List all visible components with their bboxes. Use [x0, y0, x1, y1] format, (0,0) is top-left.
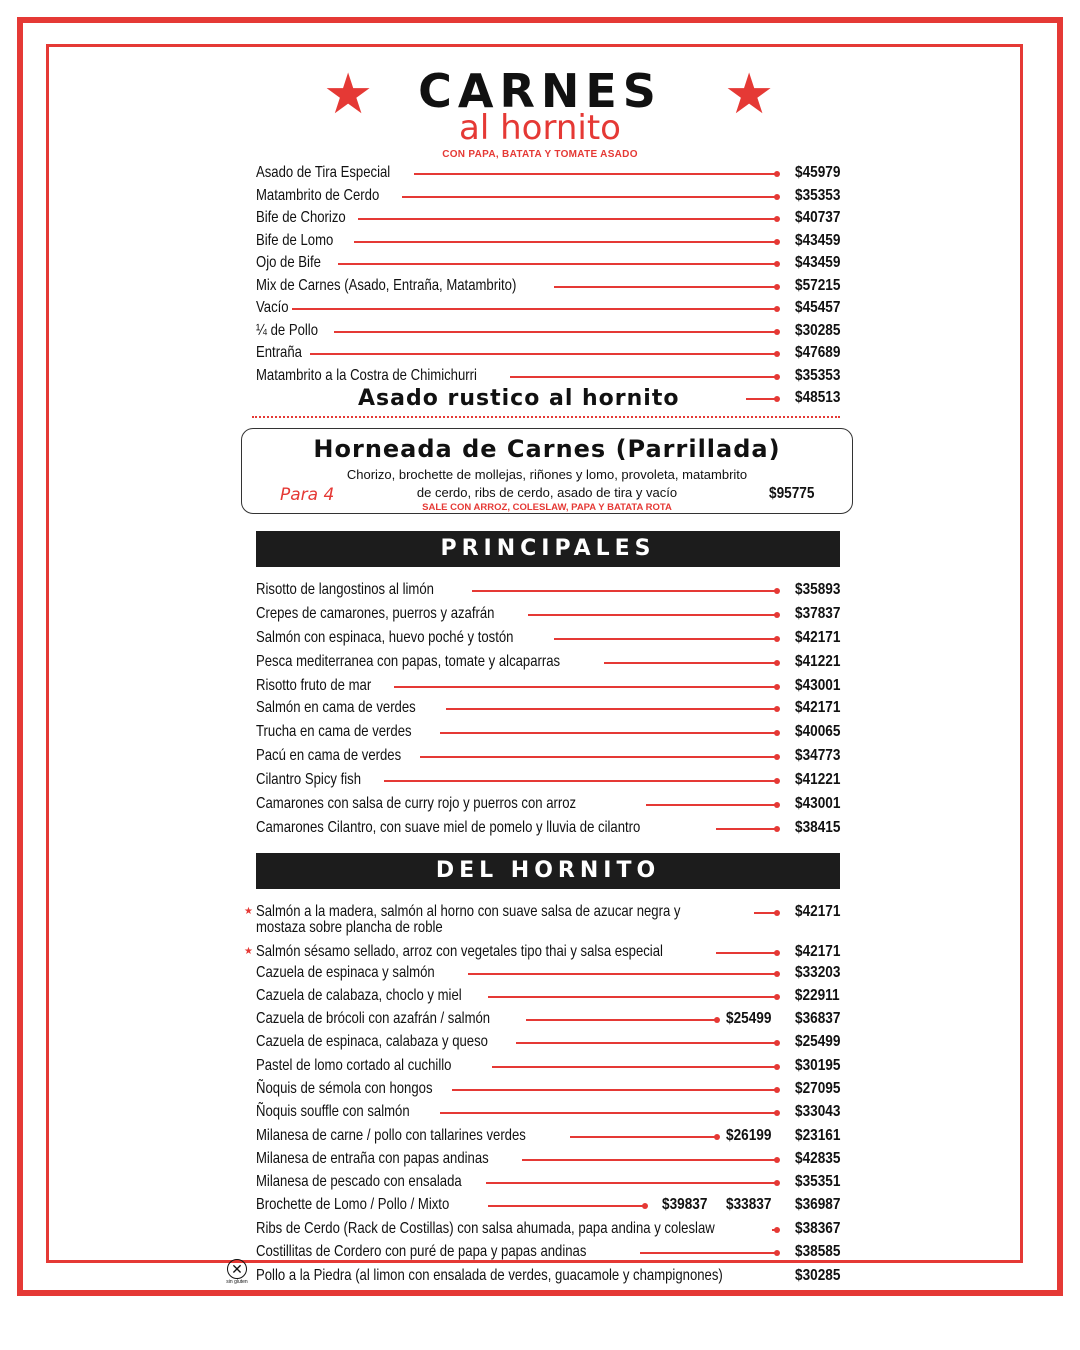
price-leader — [468, 973, 778, 975]
special-item — [256, 387, 840, 409]
price-leader — [338, 263, 778, 265]
price-leader — [384, 780, 778, 782]
hornito-banner: DEL HORNITO — [256, 853, 840, 889]
item-price: $34773 — [794, 747, 840, 764]
item-price: $42171 — [794, 699, 840, 716]
price-leader — [646, 804, 778, 806]
item-name: Cazuela de espinaca, calabaza y queso — [256, 1033, 488, 1050]
item-price: $41221 — [794, 653, 840, 670]
menu-item — [256, 675, 840, 697]
item-price: $38415 — [794, 819, 840, 836]
parrillada-para: Para 4 — [280, 485, 335, 505]
price-leader — [472, 590, 778, 592]
item-price: $57215 — [794, 277, 840, 294]
item-price: $45457 — [794, 299, 840, 316]
item-price: $33203 — [794, 964, 840, 981]
item-name: Risotto fruto de mar — [256, 677, 372, 694]
parrillada-price: $95775 — [768, 485, 814, 502]
price-leader — [440, 732, 778, 734]
price-leader — [772, 1229, 778, 1231]
gluten-free-label: sin gluten — [226, 1279, 248, 1285]
menu-item — [256, 793, 840, 815]
gluten-free-icon: ✕ sin gluten — [226, 1261, 248, 1285]
menu-item — [256, 1194, 840, 1216]
item-price: $27095 — [794, 1080, 840, 1097]
item-price: $43459 — [794, 254, 840, 271]
item-price: $45979 — [794, 164, 840, 181]
item-name: Camarones con salsa de curry rojo y puerros con arroz — [256, 795, 577, 812]
item-name: Salmón a la madera, salmón al horno con suave salsa de azucar negra y — [256, 903, 681, 920]
item-name: Vacío — [256, 299, 289, 316]
menu-item — [256, 1055, 840, 1077]
item-name-line-2: mostaza sobre plancha de roble — [256, 919, 443, 936]
parrillada-desc-2: de cerdo, ribs de cerdo, asado de tira y vacío — [416, 485, 678, 500]
item-name: Crepes de camarones, puerros y azafrán — [256, 605, 495, 622]
menu-item — [256, 769, 840, 791]
item-name: Pesca mediterranea con papas, tomate y alcaparras — [256, 653, 561, 670]
item-price: $48513 — [794, 389, 840, 406]
item-name: Mix de Carnes (Asado, Entraña, Matambrito) — [256, 277, 517, 294]
price-leader — [522, 1159, 778, 1161]
item-name: Costillitas de Cordero con puré de papa y papas andinas — [256, 1243, 587, 1260]
price-leader — [488, 996, 778, 998]
menu-item — [256, 651, 840, 673]
item-alt-price: $25499 — [726, 1010, 772, 1027]
parrillada-box — [241, 428, 853, 514]
item-price: $40065 — [794, 723, 840, 740]
menu-item — [256, 985, 840, 1007]
menu-item — [256, 721, 840, 743]
price-leader — [716, 952, 778, 954]
principales-banner: PRINCIPALES — [256, 531, 840, 567]
price-leader — [440, 1112, 778, 1114]
item-name: Camarones Cilantro, con suave miel de pomelo y lluvia de cilantro — [256, 819, 641, 836]
item-name: Pacú en cama de verdes — [256, 747, 402, 764]
item-name: Salmón con espinaca, huevo poché y tostón — [256, 629, 514, 646]
item-name: Cilantro Spicy fish — [256, 771, 361, 788]
menu-item — [256, 745, 840, 767]
star-icon: ★ — [244, 906, 253, 917]
item-name: Milanesa de pescado con ensalada — [256, 1173, 462, 1190]
price-leader — [640, 1252, 778, 1254]
item-price: $43001 — [794, 677, 840, 694]
menu-item — [256, 297, 840, 319]
item-name: Bife de Lomo — [256, 232, 334, 249]
menu-item — [256, 185, 840, 207]
menu-item — [256, 1148, 840, 1170]
price-leader — [716, 828, 778, 830]
item-price: $30285 — [794, 322, 840, 339]
item-price: $42835 — [794, 1150, 840, 1167]
divider — [252, 416, 840, 418]
item-name: Ribs de Cerdo (Rack de Costillas) con salsa ahumada, papa andina y coleslaw — [256, 1220, 715, 1237]
item-name: Pastel de lomo cortado al cuchillo — [256, 1057, 452, 1074]
menu-item — [256, 1008, 840, 1030]
item-price: $30195 — [794, 1057, 840, 1074]
item-name: Ñoquis souffle con salmón — [256, 1103, 410, 1120]
item-price: $37837 — [794, 605, 840, 622]
price-leader — [554, 638, 778, 640]
menu-item — [256, 579, 840, 601]
item-price: $35353 — [794, 367, 840, 384]
star-icon-right: ★ — [724, 62, 775, 125]
item-name: Pollo a la Piedra (al limon con ensalada de verdes, guacamole y champignones) — [256, 1267, 723, 1284]
item-price: $40737 — [794, 209, 840, 226]
item-name: Risotto de langostinos al limón — [256, 581, 434, 598]
menu-item — [256, 1241, 840, 1263]
menu-item — [256, 365, 840, 387]
item-name: Asado de Tira Especial — [256, 164, 391, 181]
menu-item — [256, 817, 840, 839]
item-name: Matambrito a la Costra de Chimichurri — [256, 367, 477, 384]
item-price: $35353 — [794, 187, 840, 204]
parrillada-note: SALE CON ARROZ, COLESLAW, PAPA Y BATATA ROTA — [392, 502, 702, 513]
item-price: $36837 — [794, 1010, 840, 1027]
menu-item — [256, 1031, 840, 1053]
menu-item — [256, 207, 840, 229]
item-name: Milanesa de carne / pollo con tallarines verdes — [256, 1127, 526, 1144]
menu-item — [256, 1265, 840, 1287]
item-name: Bife de Chorizo — [256, 209, 346, 226]
price-leader — [334, 331, 778, 333]
item-name: Matambrito de Cerdo — [256, 187, 380, 204]
item-name: Cazuela de brócoli con azafrán / salmón — [256, 1010, 491, 1027]
item-name: Entraña — [256, 344, 302, 361]
item-price: $22911 — [795, 987, 840, 1004]
price-leader — [354, 241, 778, 243]
menu-item — [256, 1218, 840, 1240]
item-price: $43459 — [794, 232, 840, 249]
star-icon-left: ★ — [323, 62, 374, 125]
menu-item — [244, 941, 840, 963]
price-leader — [488, 1205, 646, 1207]
price-leader — [452, 1089, 778, 1091]
item-name: ¼ de Pollo — [256, 322, 318, 339]
item-price: $42171 — [794, 903, 840, 920]
menu-item — [256, 627, 840, 649]
item-price: $38585 — [794, 1243, 840, 1260]
price-leader — [358, 218, 778, 220]
price-leader — [554, 286, 778, 288]
item-name: Ojo de Bife — [256, 254, 321, 271]
price-leader — [746, 398, 778, 400]
price-leader — [486, 1182, 778, 1184]
item-price: $23161 — [794, 1127, 840, 1144]
price-leader — [292, 308, 778, 310]
price-leader — [394, 686, 778, 688]
page-title: CARNES — [418, 64, 662, 118]
item-price: $30285 — [794, 1267, 840, 1284]
item-name: Salmón sésamo sellado, arroz con vegetales tipo thai y salsa especial — [256, 943, 663, 960]
item-price: $43001 — [794, 795, 840, 812]
item-price: $42171 — [794, 943, 840, 960]
item-price: $41221 — [794, 771, 840, 788]
parrillada-desc-1: Chorizo, brochette de mollejas, riñones y lomo, provoleta, matambrito — [346, 467, 748, 482]
item-price: $42171 — [794, 629, 840, 646]
menu-item — [256, 962, 840, 984]
item-name: Asado rustico al hornito — [358, 385, 680, 411]
price-leader — [402, 196, 778, 198]
item-name: Trucha en cama de verdes — [256, 723, 412, 740]
menu-item — [256, 342, 840, 364]
price-leader — [604, 662, 778, 664]
menu-item — [256, 275, 840, 297]
item-price: $35351 — [794, 1173, 840, 1190]
price-leader — [510, 376, 778, 378]
menu-item — [256, 1078, 840, 1100]
price-leader — [310, 353, 778, 355]
item-name: Salmón en cama de verdes — [256, 699, 416, 716]
item-price: $35893 — [794, 581, 840, 598]
menu-item — [256, 603, 840, 625]
item-price: $47689 — [794, 344, 840, 361]
item-alt-price: $39837 — [662, 1196, 708, 1213]
menu-item — [256, 320, 840, 342]
parrillada-title: Horneada de Carnes (Parrillada) — [313, 435, 781, 463]
menu-item — [256, 230, 840, 252]
item-price: $33043 — [794, 1103, 840, 1120]
price-leader — [446, 708, 778, 710]
item-alt-price: $33837 — [726, 1196, 772, 1213]
item-price: $38367 — [794, 1220, 840, 1237]
item-name: Cazuela de calabaza, choclo y miel — [256, 987, 462, 1004]
header-note: CON PAPA, BATATA Y TOMATE ASADO — [442, 149, 638, 160]
menu-item — [256, 252, 840, 274]
price-leader — [516, 1042, 778, 1044]
menu-item — [256, 1101, 840, 1123]
item-name: Brochette de Lomo / Pollo / Mixto — [256, 1196, 450, 1213]
price-leader — [492, 1066, 778, 1068]
item-alt-price: $26199 — [726, 1127, 772, 1144]
menu-item — [256, 162, 840, 184]
price-leader — [570, 1136, 718, 1138]
price-leader — [754, 912, 778, 914]
item-price: $36987 — [794, 1196, 840, 1213]
star-icon: ★ — [244, 946, 253, 957]
menu-item — [256, 1125, 840, 1147]
price-leader — [526, 1019, 718, 1021]
item-price: $25499 — [794, 1033, 840, 1050]
menu-item — [256, 697, 840, 719]
price-leader — [420, 756, 778, 758]
price-leader — [528, 614, 778, 616]
menu-item — [244, 901, 840, 936]
price-leader — [414, 173, 778, 175]
item-name: Ñoquis de sémola con hongos — [256, 1080, 433, 1097]
page-subtitle: al hornito — [459, 108, 621, 148]
item-name: Cazuela de espinaca y salmón — [256, 964, 435, 981]
item-name: Milanesa de entraña con papas andinas — [256, 1150, 489, 1167]
menu-item — [256, 1171, 840, 1193]
